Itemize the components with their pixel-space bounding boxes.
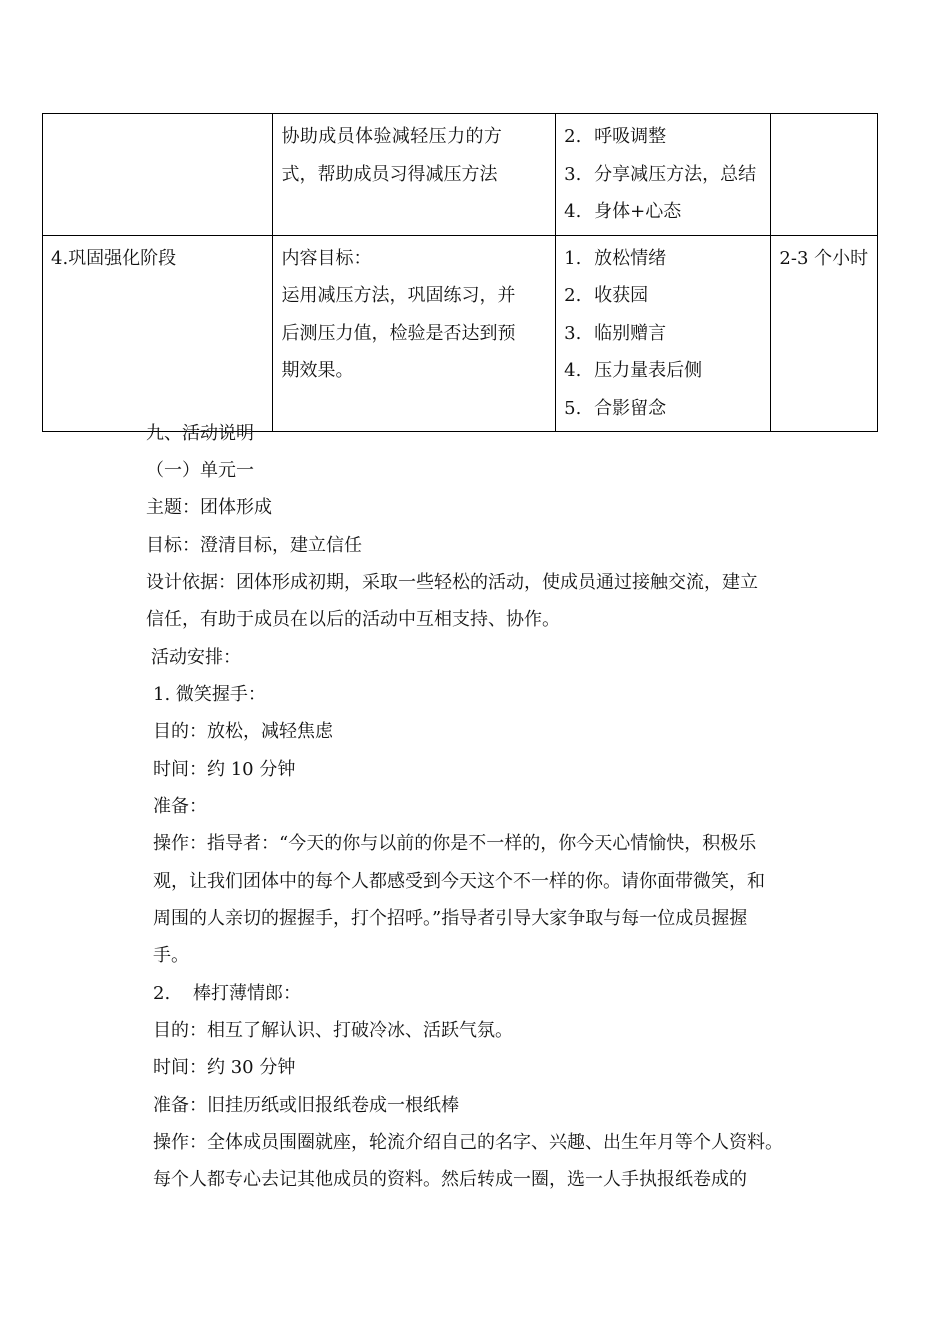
time-line: 时间：约 30 分钟 <box>153 1057 296 1078</box>
operation-line: 周围的人亲切的握握手，打个招呼。”指导者引导大家争取与每一位成员握握 <box>153 908 748 929</box>
goal-line: 目标：澄清目标，建立信任 <box>146 535 362 556</box>
section-title: 九、活动说明 <box>146 423 254 444</box>
activities-cell <box>556 114 771 236</box>
activity-item: 4. 身体+心态 <box>564 201 682 222</box>
goal-line: 后测压力值，检验是否达到预 <box>281 322 516 344</box>
goal-line: 协助成员体验减轻压力的方 <box>281 126 503 147</box>
activity-item: 1. 放松情绪 <box>564 247 667 269</box>
goal-title: 内容目标： <box>281 247 372 269</box>
operation-line: 观，让我们团体中的每个人都感受到今天这个不一样的你。请你面带微笑，和 <box>153 871 765 892</box>
activity-item: 2. 呼吸调整 <box>564 126 667 147</box>
goal-cell <box>273 235 556 432</box>
operation-line: 操作：全体成员围圈就座，轮流介绍自己的名字、兴趣、出生年月等个人资料。 <box>153 1132 783 1153</box>
activity-item: 4. 压力量表后侧 <box>564 360 703 381</box>
basis-line: 设计依据：团体形成初期，采取一些轻松的活动，使成员通过接触交流，建立 <box>146 572 758 593</box>
activity-item: 5. 合影留念 <box>564 397 667 419</box>
stage-cell <box>43 114 273 236</box>
time-cell: 2-3 个小时 <box>771 235 878 432</box>
basis-line: 信任，有助于成员在以后的活动中互相支持、协作。 <box>146 609 560 630</box>
activities-cell <box>556 235 771 432</box>
activity-title: 2. 棒打薄情郎： <box>153 983 302 1004</box>
table-row <box>43 235 878 432</box>
operation-line: 手。 <box>153 945 189 966</box>
prep-line: 准备：旧挂历纸或旧报纸卷成一根纸棒 <box>153 1095 459 1116</box>
activity-item: 3. 临别赠言 <box>564 322 667 344</box>
goal-line: 式，帮助成员习得减压方法 <box>281 163 498 185</box>
operation-line: 操作：指导者：“今天的你与以前的你是不一样的，你今天心情愉快，积极乐 <box>153 833 757 854</box>
time-line: 时间：约 10 分钟 <box>153 759 296 780</box>
time-cell <box>771 114 878 236</box>
activity-title: 1. 微笑握手： <box>153 684 266 705</box>
arrangement-heading: 活动安排： <box>151 647 241 668</box>
goal-line: 期效果。 <box>281 360 354 381</box>
operation-line: 每个人都专心去记其他成员的资料。然后转成一圈，选一人手执报纸卷成的 <box>153 1169 747 1190</box>
goal-cell <box>273 114 556 236</box>
purpose-line: 目的：放松，减轻焦虑 <box>153 721 333 742</box>
stage-cell: 4.巩固强化阶段 <box>43 235 273 432</box>
prep-line: 准备： <box>153 796 207 817</box>
theme-line: 主题：团体形成 <box>146 497 272 518</box>
purpose-line: 目的：相互了解认识、打破冷冰、活跃气氛。 <box>153 1020 513 1041</box>
activity-item: 2. 收获园 <box>564 285 649 306</box>
activity-item: 3. 分享减压方法，总结 <box>564 163 757 185</box>
table-row <box>43 114 878 236</box>
activity-plan-table <box>42 113 878 432</box>
unit-title: （一）单元一 <box>146 460 254 481</box>
goal-line: 运用减压方法，巩固练习，并 <box>281 285 516 306</box>
